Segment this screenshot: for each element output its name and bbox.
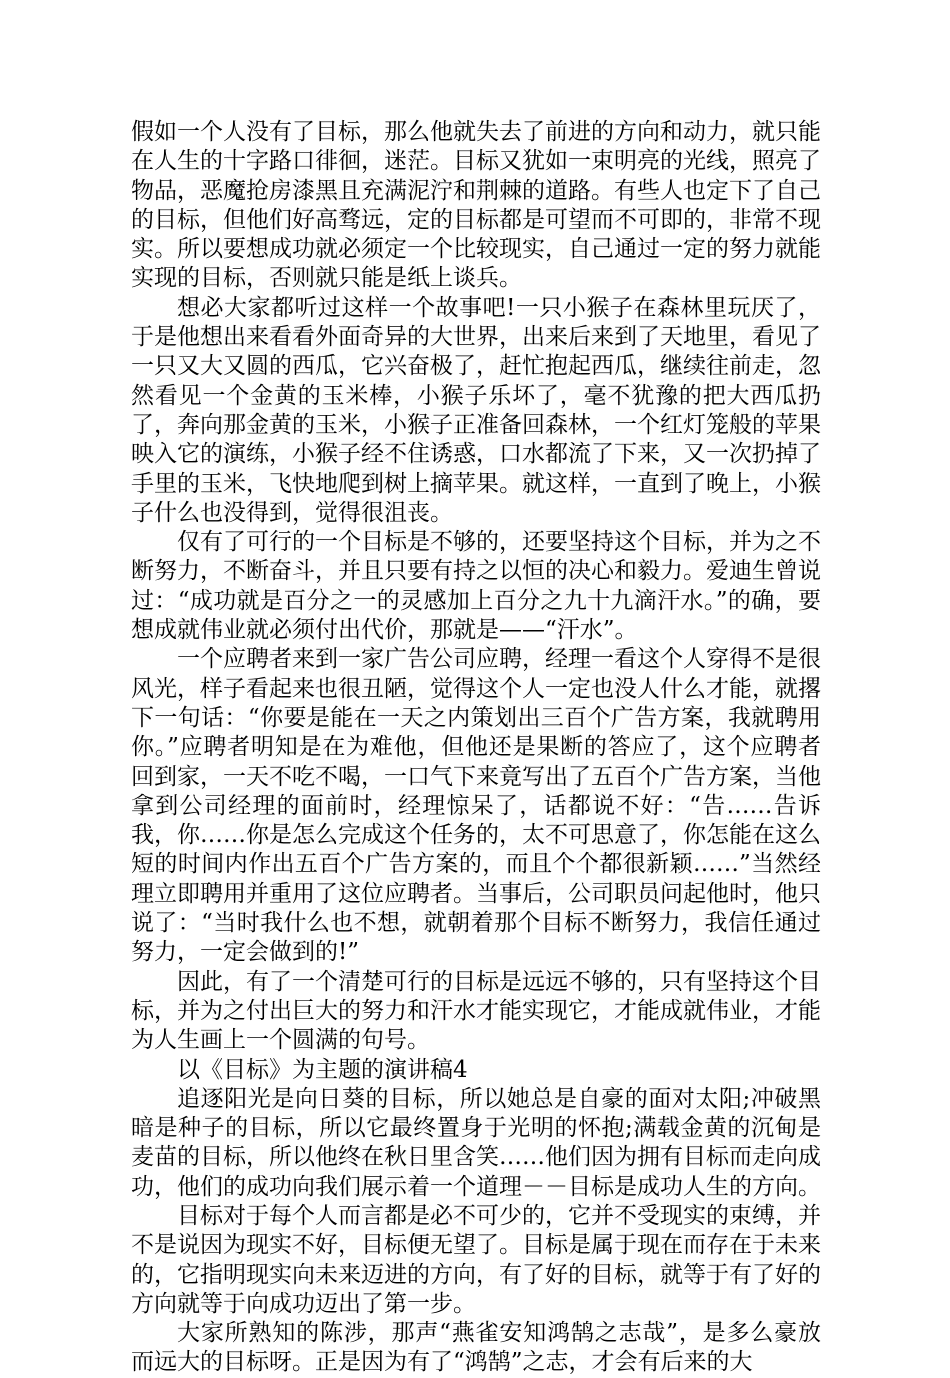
paragraph: 目标对于每个人而言都是必不可少的，它并不受现实的束缚，并不是说因为现实不好，目标便无望了。目标是属于现在而存在于未来的，它指明现实向未来迈进的方向，有了好的目标，就等于有了好的方向就等于向成功迈出了第一步。 bbox=[131, 1202, 821, 1317]
paragraph: 因此，有了一个清楚可行的目标是远远不够的，只有坚持这个目标，并为之付出巨大的努力和汗水才能实现它，才能成就伟业，才能为人生画上一个圆满的句号。 bbox=[131, 968, 821, 1054]
document-page bbox=[131, 118, 821, 1378]
paragraph: 假如一个人没有了目标，那么他就失去了前进的方向和动力，就只能在人生的十字路口徘徊，迷茫。目标又犹如一束明亮的光线，照亮了物品，恶魔抢房漆黑且充满泥泞和荆棘的道路。有些人也定下了自己的目标，但他们好高骛远，定的目标都是可望而不可即的，非常不现实。所以要想成功就必须定一个比较现实，自己通过一定的努力就能实现的目标，否则就只能是纸上谈兵。 bbox=[131, 119, 821, 292]
paragraph: 追逐阳光是向日葵的目标，所以她总是自豪的面对太阳;冲破黑暗是种子的目标，所以它最终置身于光明的怀抱;满载金黄的沉甸是麦苗的目标，所以他终在秋日里含笑……他们因为拥有目标而走向成功，他们的成功向我们展示着一个道理－－目标是成功人生的方向。 bbox=[131, 1085, 821, 1200]
paragraph: 想必大家都听过这样一个故事吧!一只小猴子在森林里玩厌了，于是他想出来看看外面奇异的大世界，出来后来到了天地里，看见了一只又大又圆的西瓜，它兴奋极了，赶忙抱起西瓜，继续往前走，忽然看见一个金黄的玉米棒，小猴子乐坏了，毫不犹豫的把大西瓜扔了，奔向那金黄的玉米，小猴子正准备回森林，一个红灯笼般的苹果映入它的演练，小猴子经不住诱惑，口水都流了下来，又一次扔掉了手里的玉米，飞快地爬到树上摘苹果。就这样，一直到了晚上，小猴子什么也没得到，觉得很沮丧。 bbox=[131, 294, 821, 526]
paragraph: 一个应聘者来到一家广告公司应聘，经理一看这个人穿得不是很风光，样子看起来也很丑陋，觉得这个人一定也没人什么才能，就撂下一句话：“你要是能在一天之内策划出三百个广告方案，我就聘用你。”应聘者明知是在为难他，但他还是果断的答应了，这个应聘者回到家，一天不吃不喝，一口气下来竟写出了五百个广告方案，当他拿到公司经理的面前时，经理惊呆了，话都说不好：“告……告诉我，你……你是怎么完成这个任务的，太不可思意了，你怎能在这么短的时间内作出五百个广告方案的，而且个个都很新颖……”当然经理立即聘用并重用了这位应聘者。当事后，公司职员问起他时，他只说了：“当时我什么也不想，就朝着那个目标不断努力，我信任通过努力，一定会做到的!” bbox=[131, 646, 821, 966]
paragraph: 大家所熟知的陈涉，那声“燕雀安知鸿鹄之志哉”，是多么豪放而远大的目标呀。正是因为有了“鸿鹄”之志，才会有后来的大 bbox=[131, 1320, 821, 1376]
paragraph: 仅有了可行的一个目标是不够的，还要坚持这个目标，并为之不断努力，不断奋斗，并且只要有持之以恒的决心和毅力。爱迪生曾说过：“成功就是百分之一的灵感加上百分之九十九滴汗水。”的确，要想成就伟业就必须付出代价，那就是——“汗水”。 bbox=[131, 529, 821, 644]
section-heading: 以《目标》为主题的演讲稿4 bbox=[177, 1056, 468, 1083]
